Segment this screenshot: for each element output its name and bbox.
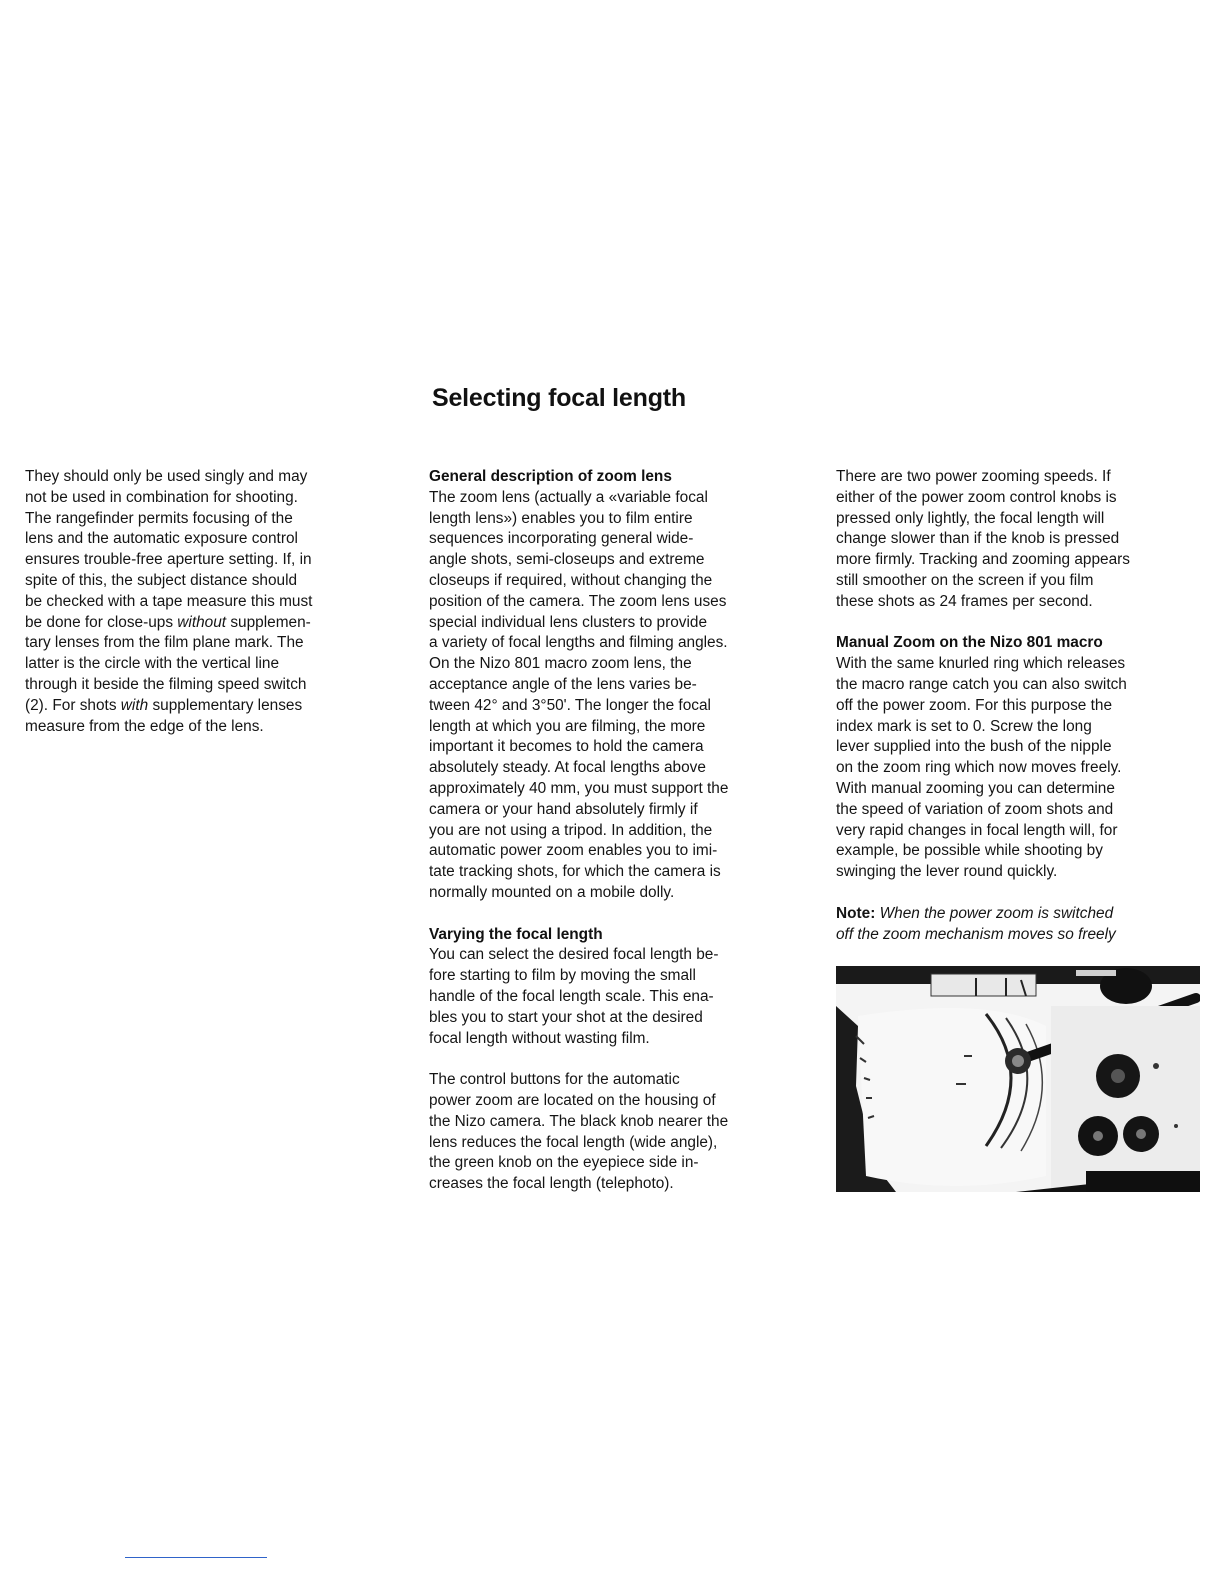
paragraph-text: supplemen- tary lenses from the film plane mark. The latter is the circle with the vertical line through it beside the filming speed switch (2). For shots	[25, 613, 311, 714]
zoom-speeds-paragraph: There are two power zooming speeds. If either of the power zoom control knobs is pressed only lightly, the focal length will change slower than if the knob is pressed more firmly. Tracking and zooming appears still smoother on the screen if you film these shots as 24 frames per second.	[836, 468, 1130, 610]
paragraph-spacer	[429, 1049, 804, 1070]
column-middle	[429, 467, 804, 1195]
manual-zoom-paragraph: With the same knurled ring which releases the macro range catch you can also switch off the power zoom. For this purpose the index mark is set to 0. Screw the long lever supplied into the bush of the nipple on the zoom ring which now moves freely. With manual zooming you can determine the speed of variation of zoom shots and very rapid changes in focal length will, for example, be possible while shooting by swinging the lever round quickly.	[836, 655, 1127, 881]
page-title: Selecting focal length	[432, 384, 686, 412]
zoom-lens-photo	[836, 966, 1200, 1192]
emphasis-without: without	[177, 613, 227, 631]
note-label: Note:	[836, 904, 876, 922]
column-right	[836, 467, 1201, 945]
varying-focal-length-paragraph: You can select the desired focal length be- fore starting to film by moving the small handle of the focal length scale. This ena- bles you to start your shot at the desired focal length without wasting film.	[429, 946, 719, 1047]
emphasis-with: with	[120, 696, 149, 714]
column-left	[25, 467, 397, 737]
zoom-lens-paragraph: The zoom lens (actually a «variable focal length lens») enables you to film entire sequences incorporating general wide- angle shots, semi-closeups and extreme closeups if required, without changing the position of the camera. The zoom lens uses special individual lens clusters to provide a variety of focal lengths and filming angles. On the Nizo 801 macro zoom lens, the acceptance angle of the lens varies be- tween 42° and 3°50'. The longer the focal length at which you are filming, the more important it becomes to hold the camera absolutely steady. At focal lengths above approximately 40 mm, you must support the camera or your hand absolutely firmly if you are not using a tripod. In addition, the automatic power zoom enables you to imi- tate tracking shots, for which the camera is normally mounted on a mobile dolly.	[429, 488, 729, 901]
note-text: When the power zoom is switched off the zoom mechanism moves so freely	[836, 904, 1116, 943]
control-buttons-paragraph: The control buttons for the automatic power zoom are located on the housing of the Nizo camera. The black knob nearer the lens reduces the focal length (wide angle), the green knob on the eyepiece side in- creases the focal length (telephoto).	[429, 1071, 729, 1193]
paragraph-text: They should only be used singly and may not be used in combination for shooting. The rangefinder permits focusing of the lens and the automatic exposure control ensures trouble-free aperture setting. If, in spite of this, the subject distance should be checked with a tape measure this must be done for close-ups	[25, 468, 313, 631]
paragraph-spacer	[836, 883, 1201, 904]
paragraph-spacer	[836, 613, 1201, 634]
note-paragraph	[836, 904, 1201, 946]
section-heading-zoom-lens: General description of zoom lens	[429, 468, 672, 485]
footer-rule	[125, 1557, 267, 1558]
rangefinder-paragraph	[25, 467, 397, 737]
section-heading-varying-focal-length: Varying the focal length	[429, 925, 603, 943]
camera-lens-illustration	[836, 966, 1200, 1192]
paragraph-text: supplementary lenses measure from the edge of the lens.	[25, 696, 303, 735]
section-heading-manual-zoom: Manual Zoom on the Nizo 801 macro	[836, 634, 1103, 652]
paragraph-spacer	[429, 904, 804, 925]
